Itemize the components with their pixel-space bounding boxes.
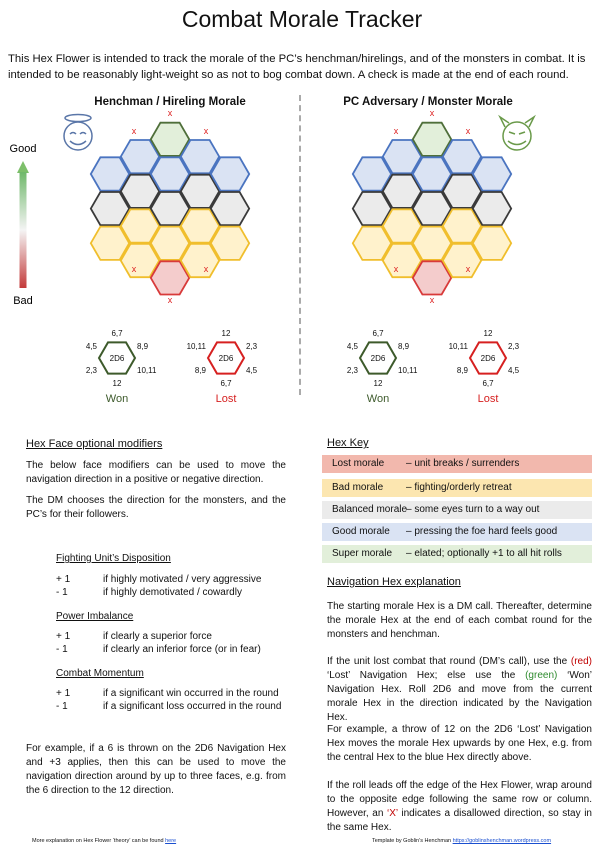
navigation-number: 2,3: [246, 342, 258, 351]
disallowed-mark: x: [465, 263, 471, 274]
morale-scale-bar: [20, 172, 27, 288]
scale-bad-label: Bad: [13, 295, 33, 307]
hex-key-description: – elated; optionally +1 to all hit rolls: [406, 548, 562, 559]
navigation-para-2: If the unit lost combat that round (DM’s call), use the (red) ‘Lost’ Navigation Hex; else use the (green) ‘Won’ Navigation Hex. Roll 2D6 and move from the current morale Hex in the direction indicated by the Navigation Hex.: [327, 656, 592, 723]
hex-key-row: [322, 479, 592, 497]
navigation-number: 2D6: [370, 354, 386, 363]
scale-good-label: Good: [9, 143, 37, 155]
morale-hex-grey: [473, 192, 511, 225]
navigation-para-1: The starting morale Hex is a DM call. Thereafter, determine the morale Hex at the end of each combat round for the monsters and henchman.: [327, 601, 592, 640]
navigation-number: 2D6: [480, 354, 496, 363]
modifier-sign: + 1: [56, 688, 71, 699]
navigation-hex-label: Won: [105, 393, 129, 405]
hex-face-heading: Hex Face optional modifiers: [26, 438, 163, 450]
scale-arrow-head: [17, 161, 29, 173]
navigation-number: 12: [112, 379, 122, 388]
navigation-number: 2D6: [218, 354, 234, 363]
navigation-para-3: For example, a throw of 12 on the 2D6 ‘Lost’ Navigation Hex moves the morale Hex upwards by one Hex, e.g. from the central Hex to the blue Hex directly above.: [327, 724, 592, 763]
footer-left: More explanation on Hex Flower ‘theory’ can be found here: [32, 838, 177, 844]
devil-face-icon: [500, 117, 534, 150]
modifier-text: if clearly a superior force: [103, 631, 212, 642]
hex-key-name: Bad morale: [332, 482, 384, 493]
disallowed-mark: x: [131, 263, 137, 274]
group-title-momentum: Combat Momentum: [56, 668, 144, 679]
hex-key-name: Super morale: [332, 548, 393, 559]
henchman-hex-flower: [91, 110, 249, 305]
hex-key-row: [322, 455, 592, 473]
footer-site-link[interactable]: https://goblinshenchman.wordpress.com: [452, 838, 552, 844]
disallowed-mark: x: [429, 110, 435, 118]
hex-flower-diagrams: [0, 110, 604, 410]
hex-face-para-2: The DM chooses the direction for the monsters, and the PC’s for their followers.: [26, 495, 286, 520]
hex-key-row: [322, 545, 592, 563]
disallowed-mark: x: [167, 110, 173, 118]
morale-hex-blue: [211, 157, 249, 190]
navigation-number: 6,7: [220, 379, 232, 388]
disallowed-mark: x: [203, 126, 209, 136]
hex-key-description: – pressing the foe hard feels good: [406, 526, 558, 537]
disallowed-mark: x: [393, 263, 399, 274]
intro-paragraph: This Hex Flower is intended to track the morale of the PC’s henchman/hirelings, and of the monsters in combat. It is intended to be reasonably light-weight so as not to bog combat down. A check is made at the end of each round.: [8, 53, 586, 81]
navigation-para-4: If the roll leads off the edge of the Hex Flower, wrap around to the opposite edge following the same row or column. However, an ‘X’ indicates a disallowed direction, so stay in the same Hex.: [327, 780, 592, 833]
henchman-morale-heading: Henchman / Hireling Morale: [94, 96, 246, 108]
navigation-number: 6,7: [372, 329, 384, 338]
navigation-hex-label: Won: [366, 393, 390, 405]
navigation-number: 4,5: [246, 366, 258, 375]
navigation-number: 6,7: [482, 379, 494, 388]
hex-face-example: For example, if a 6 is thrown on the 2D6 Navigation Hex and +3 applies, then this can be used to move the navigation direction around by up to three faces, e.g. from the 6 direction to the 12 direction.: [26, 743, 286, 796]
hex-key-name: Good morale: [332, 526, 390, 537]
modifier-sign: - 1: [56, 644, 68, 655]
hex-key-name: Lost morale: [332, 458, 385, 469]
hex-key-description: – unit breaks / surrenders: [406, 458, 520, 469]
page-title: Combat Morale Tracker: [181, 6, 423, 32]
navigation-number: 2,3: [346, 366, 358, 375]
adversary-won-navigation-hex: [347, 329, 418, 405]
modifier-sign: - 1: [56, 701, 68, 712]
morale-hex-yellow: [473, 227, 511, 260]
hex-key-heading: Hex Key: [327, 437, 369, 449]
modifier-sign: + 1: [56, 574, 71, 585]
adversary-hex-flower: [353, 110, 511, 305]
modifier-sign: - 1: [56, 587, 68, 598]
modifier-text: if a significant loss occurred in the round: [103, 701, 282, 712]
modifier-text: if highly motivated / very aggressive: [103, 574, 262, 585]
adversary-lost-navigation-hex: [449, 329, 520, 405]
disallowed-mark: x: [203, 263, 209, 274]
navigation-number: 12: [221, 329, 231, 338]
navigation-number: 2,3: [85, 366, 97, 375]
navigation-number: 4,5: [508, 366, 520, 375]
disallowed-mark: x: [429, 295, 435, 306]
navigation-number: 10,11: [398, 366, 418, 375]
group-title-disposition: Fighting Unit’s Disposition: [56, 553, 171, 564]
modifier-sign: + 1: [56, 631, 71, 642]
navigation-number: 6,7: [111, 329, 123, 338]
navigation-number: 10,11: [186, 342, 206, 351]
henchman-lost-navigation-hex: [187, 329, 258, 405]
navigation-number: 8,9: [456, 366, 468, 375]
morale-hex-grey: [211, 192, 249, 225]
modifier-text: if a significant win occurred in the round: [103, 688, 279, 699]
navigation-number: 4,5: [85, 342, 97, 351]
navigation-number: 10,11: [137, 366, 157, 375]
hex-key-description: – fighting/orderly retreat: [406, 482, 512, 493]
footer-right: Template by Goblin’s Henchman https://goblinshenchman.wordpress.com: [372, 838, 552, 844]
navigation-number: 12: [373, 379, 383, 388]
footer-here-link[interactable]: here: [165, 838, 177, 844]
hex-key-row: [322, 501, 592, 519]
hex-face-para-1: The below face modifiers can be used to move the navigation direction in a positive or negative direction.: [26, 460, 286, 485]
navigation-number: 8,9: [398, 342, 410, 351]
navigation-heading: Navigation Hex explanation: [327, 576, 461, 588]
morale-hex-blue: [473, 157, 511, 190]
disallowed-mark: x: [465, 126, 471, 136]
morale-hex-yellow: [211, 227, 249, 260]
navigation-number: 2D6: [109, 354, 125, 363]
hex-key-row: [322, 523, 592, 541]
navigation-number: 4,5: [346, 342, 358, 351]
disallowed-mark: x: [131, 126, 137, 136]
adversary-morale-heading: PC Adversary / Monster Morale: [343, 96, 513, 108]
hex-key-name: Balanced morale: [332, 504, 408, 515]
disallowed-mark: x: [167, 295, 173, 306]
angel-face-icon: [64, 115, 92, 151]
hex-key-description: – some eyes turn to a way out: [406, 504, 540, 515]
navigation-number: 8,9: [137, 342, 149, 351]
disallowed-mark: x: [393, 126, 399, 136]
navigation-number: 10,11: [448, 342, 468, 351]
modifier-text: if clearly an inferior force (or in fear): [103, 644, 261, 655]
henchman-won-navigation-hex: [86, 329, 157, 405]
group-title-power: Power Imbalance: [56, 611, 134, 622]
navigation-hex-label: Lost: [215, 393, 237, 405]
navigation-number: 8,9: [194, 366, 206, 375]
modifier-text: if highly demotivated / cowardly: [103, 587, 242, 598]
navigation-number: 2,3: [508, 342, 520, 351]
navigation-number: 12: [483, 329, 493, 338]
navigation-hex-label: Lost: [477, 393, 499, 405]
